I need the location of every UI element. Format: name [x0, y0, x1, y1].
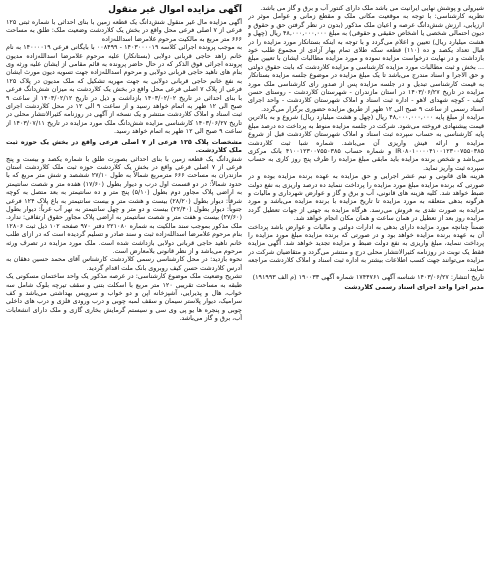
notice-title: آگهی مزایده اموال غیر منقول: [108, 5, 242, 15]
notice-paragraph: نحوه بازدید: در محل کارشناسی رسمی کلاردشت کارشناس آقای محمد حسین دهقان به آدرس کلاردشت حسن کیف روبروی بانک ملت اقدام گردید.: [6, 255, 242, 272]
notice-paragraph: نظریه کارشناسی: با توجه به موقعیت مکانی ملک و مقطع زمانی و عوامل موثر در ارزیابی، ارزش شش‌دانگ عرصه و اعیان ملک مذکور (بدون در نظر گرفتن حق و حقوق و دیون احتمالی شخصی یا اشخاص حقیقی و حقوقی) به مبلغ ۴۸,۰۰۰,۰۰۰,۰۰۰ ریال (چهل و هشت میلیارد ریال) تعیین و اعلام می‌گردد و با توجه به اینکه بستانکار مورد مزایده را در قبال تعداد یکصد و ده (۱۱۰) قطعه سکه طلای تمام بهار آزادی از مجموع طلب خود بازداشت و در نهایت درخواست مزایده نموده و مورد مزایده مطالبات ایشان با تعیین مبلغ ... بخش و ثبت مطالبات مورد مزایده کارشناسی و مزایده کلاردشت که بابت حقوق دولتی و حق الاجرا و اسناد مندرج می‌باشد تا یک مبلغ مزایده در موضوع جلسه مزایده بستانکار به قیمت کارشناسی تبدیل و در جلسه مزایده پس از صدور رای کارشناسی ملک مورد مزایده در تاریخ ۱۴۰۳/۰۶/۲۷ در استان مازندران - شهرستان کلاردشت - روستای حسن کیف - کوچه شهدای لاهو - اداره ثبت اسناد و املاک شهرستان کلاردشت - واحد اجرای اسناد رسمی از ساعت ۹ صبح الی ۱۲ ظهر از طریق مزایده حضوری برگزار می‌گردد.: [248, 12, 484, 113]
notice-signature: مدیر اجرا واحد اجرای اسناد رسمی کلاردشت: [344, 283, 484, 292]
notice-paragraph: تشریح وضعیت ملک موضوع کارشناسی: در عرصه مذکور یک واحد ساختمان مسکونی یک طبقه به مساحت تقریبی ۱۲۰ متر مربع با اسکلت بتنی و سقف تیرچه بلوک شامل سه خواب، هال و پذیرایی، آشپزخانه اپن و دو خواب و سرویس بهداشتی می‌باشد و کف سرامیک، دیوار پلاستر سیمان و سقف لمبه چوبی و درب ورودی فلزی و درب های داخلی چوبی و پنجره ها یو پی وی سی و سیستم گرمایش بخاری گازی و ملک دارای انشعابات آب، برق و گاز می‌باشد.: [6, 272, 242, 323]
notice-paragraph: مشخصات پلاک ۱۲۵ فرعی از ۷ اصلی فرعی واقع در بخش یک حوزه ثبت ملک کلاردشت.: [6, 137, 242, 155]
notice-paragraph: مزایده از مبلغ پایه ۴۸,۰۰۰,۰۰۰,۰۰۰ ریال (چهل و هشت میلیارد ریال) شروع و به بالاترین قیمت پیشنهادی فروخته می‌شود. شرکت در جلسه مزایده منوط به پرداخت ده درصد مبلغ پایه کارشناسی به حساب سپرده ثبت اسناد و املاک شهرستان کلاردشت قبل از شروع مزایده و ارائه فیش واریزی آن می‌باشد. شماره شبا ثبت کلاردشت IR۰۸۰۱۰۰۰۰۴۱۰۰۱۲۳۰۰۷۵۵۰۳۸۵ و شماره حساب ۴۱۰۰۱۲۳۰۰۷۵۵۰۳۸۵ بانک مرکزی می‌باشد و شخص برنده مزایده باید مابقی مبلغ مزایده را ظرف پنج روز کاری به حساب سپرده ثبت واریز نماید.: [248, 113, 484, 172]
notice-paragraph: آگهی مزایده مال غیر منقول شش‌دانگ یک قطعه زمین با بنای احداثی با شماره ثبتی ۱۲۵ فرعی از ۷ اصلی فرعی محل واقع در بخش یک کلاردشت وضعیت ملک: طلق به مساحت ۶۶۶ متر مربع به مالکیت مرحوم غلامرضا اسدالله‌زاده: [6, 18, 242, 43]
notice-paragraph: هزینه های قانونی و نیم عشر اجرایی و حق مزایده به عهده برنده مزایده بوده و در صورتی که برنده مزایده مبلغ مورد مزایده را پرداخت ننماید ده درصد واریزی به نفع دولت ضبط خواهد شد. کلیه هزینه های قانونی، آب و برق و گاز و عوارض شهرداری و مالیات و هرگونه بدهی متعلقه به مورد مزایده تا تاریخ مزایده با برنده مزایده می‌باشد و مورد مزایده به صورت نقدی به فروش می‌رسد. هرگاه مزایده به جهتی از جهات تعطیل گردد مزایده روز بعد از تعطیل در همان ساعت و همان مکان انجام خواهد شد.: [248, 172, 484, 223]
notice-paragraph: ضمناً چنانچه مورد مزایده دارای بدهی به ادارات دولتی و مالیات و عوارض باشد پرداخت آن به عهده برنده مزایده خواهد بود و در صورتی که برنده مزایده مبلغ مورد مزایده را پرداخت ننماید، مبلغ واریزی به نفع دولت ضبط و مزایده تجدید خواهد شد. آگهی مزایده فقط یک نوبت در روزنامه کثیرالانتشار محلی درج و منتشر می‌گردد و متقاضیان شرکت در مزایده می‌توانند جهت کسب اطلاعات بیشتر به اداره ثبت اسناد و املاک کلاردشت مراجعه نمایند.: [248, 222, 484, 273]
notice-paragraph: به موجب پرونده اجرائی کلاسه ۱۴۰۳۰۰۰۰۱۹ - ۰۰۸۴۹۹ با بایگانی فرعی ۱۴۰۰۰۰۱۹ به نام خانم زاهد حاجی قربانی دولابی (بستانکار) علیه مرحوم غلامرضا اسدالله‌زاده مدیون پرونده اجرائی فوق الذکر که در حال حاضر پرونده به قائم مقامی از ایشان علیه ورثه وی بنام های ناهید حاجی قربانی دولابی و مرحوم اسدالله‌زاده جهت تسویه دیون مورث ایشان به نفع خانم حاجی قربانی دولابی به جهت مهریه تشکیل که ملک مدیون در پلاک ۱۲۵ فرعی از پلاک ۷ اصلی فرعی محل واقع در بخش یک کلاردشت به میزان شش‌دانگ فرعی با بنای احداثی در تاریخ ۱۴۰۳/۰۲/۰۲ بازداشت و ذیل در تاریخ ۱۴۰۳/۰۲/۱۲ از ساعت ۹ صبح الی ۱۲ ظهر به اتمام خواهد رسید و از ساعت ۹ الی ۱۲ در محل کلاردشت اجرای ثبت اسناد و املاک کلاردشت منتشر و یک نسخه از آگهی در روزنامه کثیرالانتشار محلی در تاریخ ۱۴۰۳/۰۶/۲۷ کارشناسی مزایده شش‌دانگ ملک مورد مزایده در تاریخ ۱۴۰۳/۰۷/۱۱ از ساعت ۹ صبح الی ۱۲ ظهر به اتمام خواهد رسید.: [6, 43, 242, 136]
notice-paragraph: تاریخ انتشار: ۱۴۰۳/۰۶/۲۷ شناسه آگهی ۱۷۴۴۷۶۱ شماره آگهی ۱۹۰۰۳۳ (م الف ۱۹۱۹۹۳): [252, 273, 484, 281]
notice-paragraph: شش‌دانگ یک قطعه زمین با بنای احداثی بصورت طلق با شماره یکصد و بیست و پنج فرعی از ۷ اصلی فرعی واقع در بخش یک کلاردشت حوزه ثبت ملک کلاردشت استان مازندران به مساحت ۶۶۶ مترمربع شمالاً به طول ۲۷/۱۰ ششصد و شش متر مربع که با حدود شمالاً: در دو قسمت اول درب و دیوار بطول (۱۷/۶۰) هفده متر و شصت سانتیمتر به اراضی پلاک مجاور دوم بطول (۵/۱۰) پنج متر و ده سانتیمتر به بعد متصل به کوچه شرقاً: دیوار بطول (۲۸/۲۰) بیست و هشت متر و بیست سانتیمتر به باغ پلاک ۱۲۴ فرعی جنوباً: دیوار بطول (۲۲/۴۰) بیست و دو متر و چهل سانتیمتر به نهر آب غرباً: دیوار بطول (۲۷/۶۰) بیست و هفت متر و شصت سانتیمتر به اراضی پلاک مجاور حقوق ارتفاقی: ندارد. ملک مذکور بموجب سند مالکیت به شماره ۲۲۱۰۸۰ دفتر ۹۷۰ صفحه ۱۰۲ ذیل ثبت ۱۲۸۰۶ بنام مرحوم غلامرضا اسدالله‌زاده ثبت و سند صادر و تسلیم گردیده است که در ازای طلب خانم ناهید حاجی قربانی دولابی بازداشت شده است. ملک مورد مزایده در تصرف ورثه مرحوم می‌باشد و از نظر قانونی بلامعارض است.: [6, 154, 242, 255]
notice-right-column: [6, 4, 242, 572]
notice-left-column: [248, 4, 484, 572]
notice-paragraph: شیرولی و پوشش نهایی ایرانیت می باشد ملک دارای کنتور آب و برق و گاز می باشد.: [260, 4, 484, 12]
